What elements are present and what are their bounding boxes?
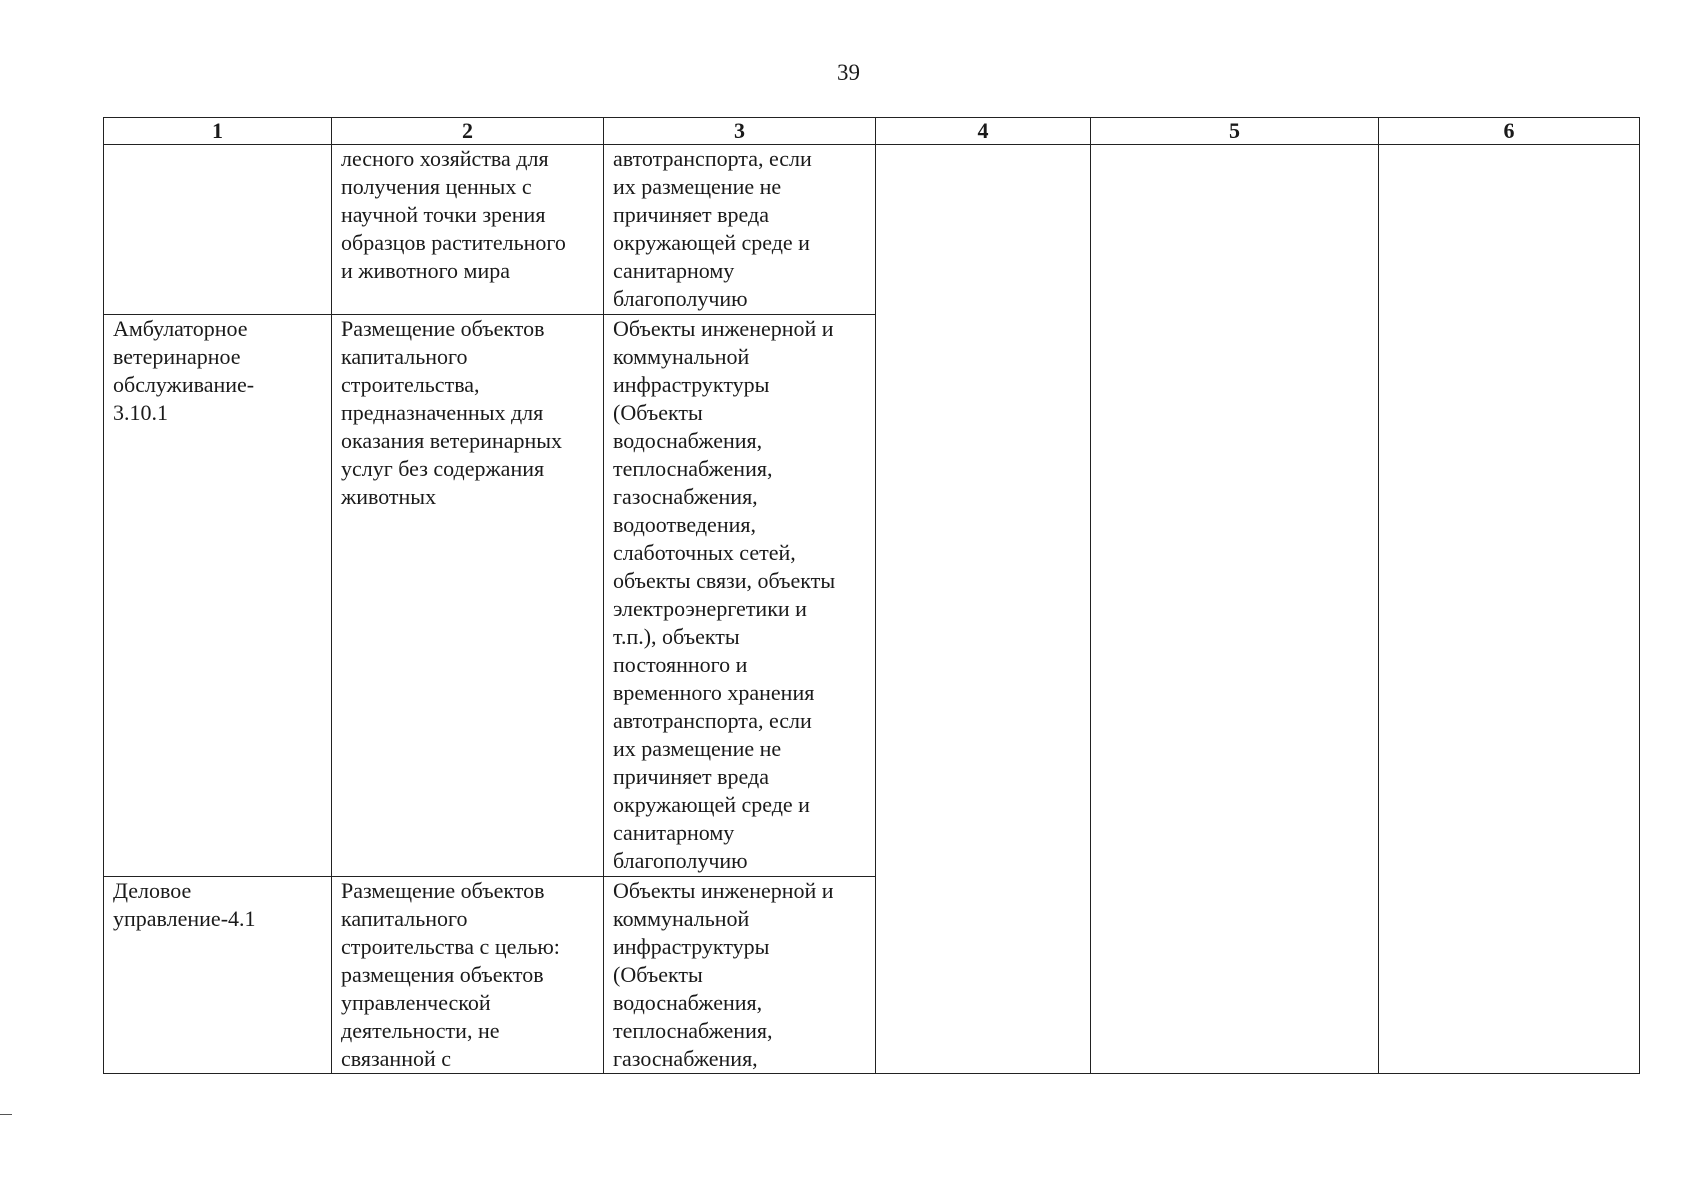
- column-header-2: 2: [332, 118, 604, 145]
- column-header-6: 6: [1379, 118, 1640, 145]
- use-description-cell: Размещение объектов капитального строительства, предназначенных для оказания ветеринарных услуг без содержания животных: [332, 315, 604, 877]
- use-description-cell: лесного хозяйства для получения ценных с научной точки зрения образцов растительного и животного мира: [332, 145, 604, 315]
- auxiliary-use-cell: Объекты инженерной и коммунальной инфраструктуры (Объекты водоснабжения, теплоснабжения, газоснабжения,: [604, 877, 876, 1074]
- column-header-1: 1: [104, 118, 332, 145]
- auxiliary-use-cell: Объекты инженерной и коммунальной инфраструктуры (Объекты водоснабжения, теплоснабжения, газоснабжения, водоотведения, слаботочных сетей, объекты связи, объекты электроэнергетики и т.п.), объекты постоянного и временного хранения автотранспорта, если их размещение не причиняет вреда окружающей среде и санитарному благополучию: [604, 315, 876, 877]
- column-6-cell: [1379, 145, 1640, 1074]
- use-type-cell: Амбулаторное ветеринарное обслуживание- 3.10.1: [104, 315, 332, 877]
- column-header-3: 3: [604, 118, 876, 145]
- use-type-cell: Деловое управление-4.1: [104, 877, 332, 1074]
- column-header-5: 5: [1091, 118, 1379, 145]
- scan-edge-mark: [0, 1114, 12, 1115]
- table-header-row: [104, 118, 1640, 145]
- table-row: [104, 145, 1640, 315]
- use-description-cell: Размещение объектов капитального строительства с целью: размещения объектов управленческой деятельности, не связанной с: [332, 877, 604, 1074]
- column-5-cell: [1091, 145, 1379, 1074]
- column-header-4: 4: [876, 118, 1091, 145]
- column-4-cell: [876, 145, 1091, 1074]
- auxiliary-use-cell: автотранспорта, если их размещение не причиняет вреда окружающей среде и санитарному благополучию: [604, 145, 876, 315]
- page-number: 39: [837, 60, 860, 85]
- zoning-table: [103, 117, 1640, 1074]
- use-type-cell: [104, 145, 332, 315]
